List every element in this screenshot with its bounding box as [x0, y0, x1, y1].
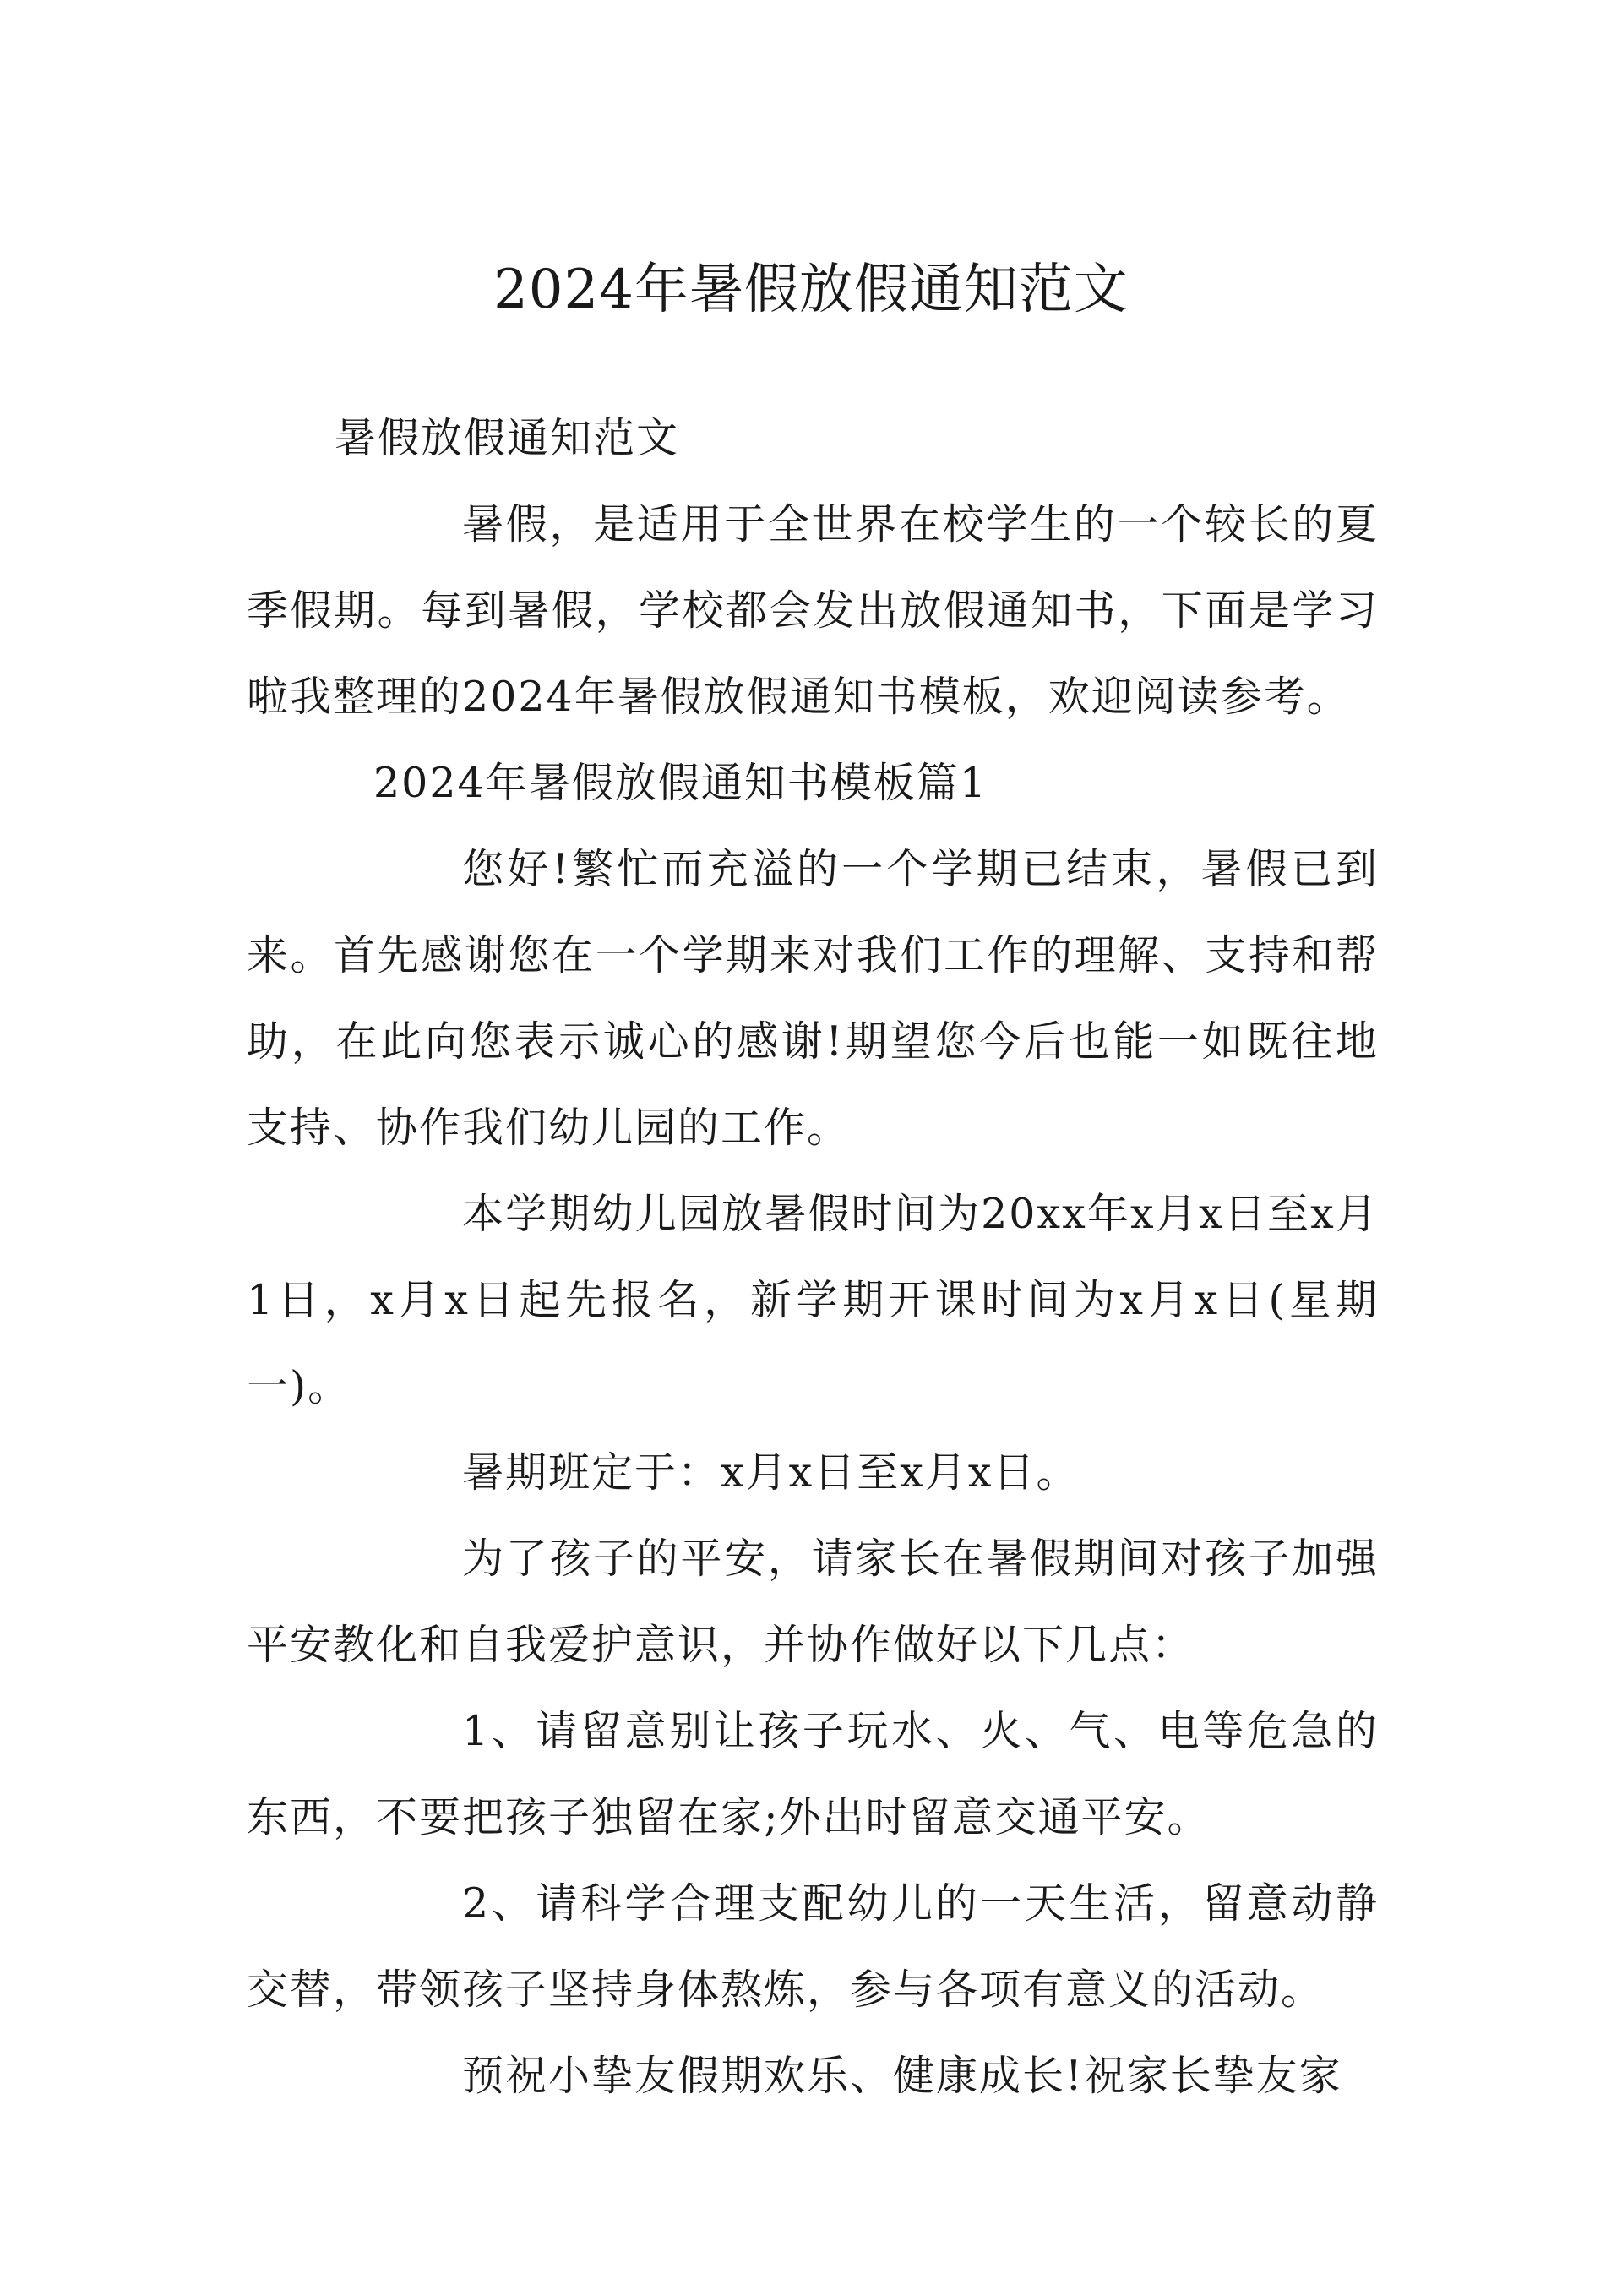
list-item-2: 2、请科学合理支配幼儿的一天生活，留意动静交替，带领孩子坚持身体熬炼，参与各项有意义的活动。 — [247, 1879, 1379, 2014]
paragraph-intro: 暑假，是适用于全世界在校学生的一个较长的夏季假期。每到暑假，学校都会发出放假通知书，下面是学习啦我整理的2024年暑假放假通知书模板，欢迎阅读参考。 — [247, 500, 1379, 721]
section-heading: 2024年暑假放假通知书模板篇1 — [373, 759, 988, 807]
document-title: 2024年暑假放假通知范文 — [493, 259, 1129, 321]
list-item-1: 1、请留意别让孩子玩水、火、气、电等危急的东西，不要把孩子独留在家;外出时留意交通平安。 — [247, 1707, 1379, 1841]
paragraph-greeting: 您好!繁忙而充溢的一个学期已结束，暑假已到来。首先感谢您在一个学期来对我们工作的理解、支持和帮助，在此向您表示诚心的感谢!期望您今后也能一如既往地支持、协作我们幼儿园的工作。 — [247, 845, 1379, 1152]
subtitle: 暑假放假通知范文 — [335, 414, 680, 462]
paragraph-summer-class: 暑期班定于：x月x日至x月x日。 — [462, 1448, 1080, 1497]
paragraph-safety: 为了孩子的平安，请家长在暑假期间对孩子加强平安教化和自我爱护意识，并协作做好以下几点： — [247, 1535, 1379, 1669]
document-body — [247, 395, 1379, 2119]
paragraph-schedule: 本学期幼儿园放暑假时间为20xx年x月x日至x月1日，x月x日起先报名，新学期开课时间为x月x日(星期一)。 — [247, 1190, 1379, 1410]
paragraph-closing: 预祝小挚友假期欢乐、健康成长!祝家长挚友家 — [462, 2052, 1342, 2100]
